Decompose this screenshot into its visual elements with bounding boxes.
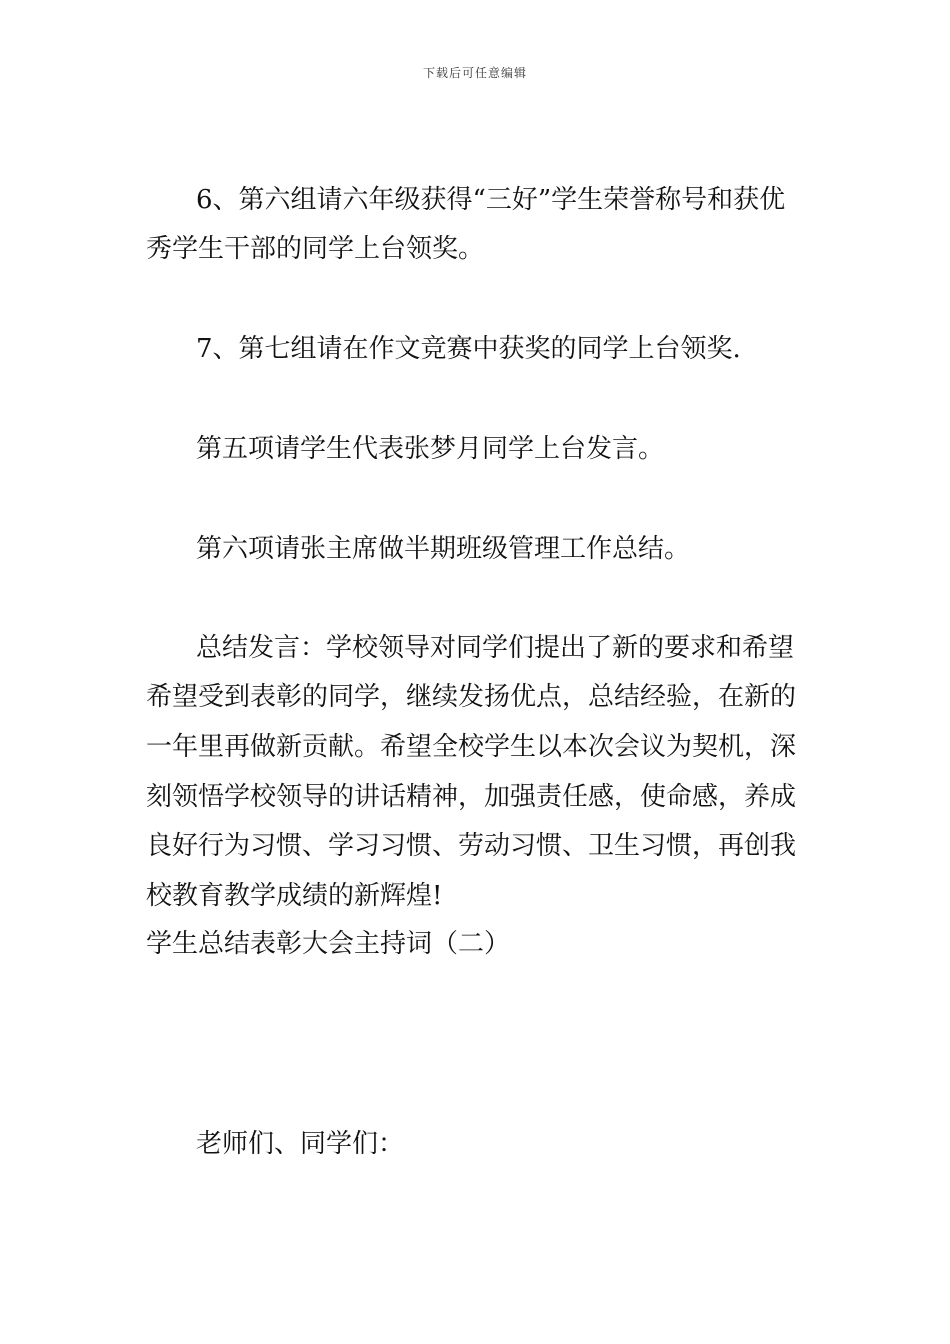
section-title: 学生总结表彰大会主持词（二） xyxy=(146,929,511,959)
paragraph-line: 总结发言：学校领导对同学们提出了新的要求和希望 xyxy=(196,633,795,663)
paragraph-line: 秀学生干部的同学上台领奖。 xyxy=(146,234,485,264)
paragraph-line: 第六项请张主席做半期班级管理工作总结。 xyxy=(196,534,691,564)
greeting: 老师们、同学们： xyxy=(196,1129,405,1159)
paragraph-line: 刻领悟学校领导的讲话精神，加强责任感，使命感，养成 xyxy=(146,782,797,812)
paragraph-line: 6、第六组请六年级获得“三好”学生荣誉称号和获优 xyxy=(196,185,786,215)
header-note: 下载后可任意编辑 xyxy=(422,66,527,80)
paragraph-line: 良好行为习惯、学习习惯、劳动习惯、卫生习惯，再创我 xyxy=(146,831,797,861)
paragraph-line: 第五项请学生代表张梦月同学上台发言。 xyxy=(196,434,665,464)
paragraph-line: 7、第七组请在作文竞赛中获奖的同学上台领奖. xyxy=(196,334,741,364)
paragraph-line: 希望受到表彰的同学，继续发扬优点，总结经验，在新的 xyxy=(146,682,797,712)
paragraph-line: 校教育教学成绩的新辉煌! xyxy=(146,881,443,911)
paragraph-line: 一年里再做新贡献。希望全校学生以本次会议为契机，深 xyxy=(146,732,797,762)
